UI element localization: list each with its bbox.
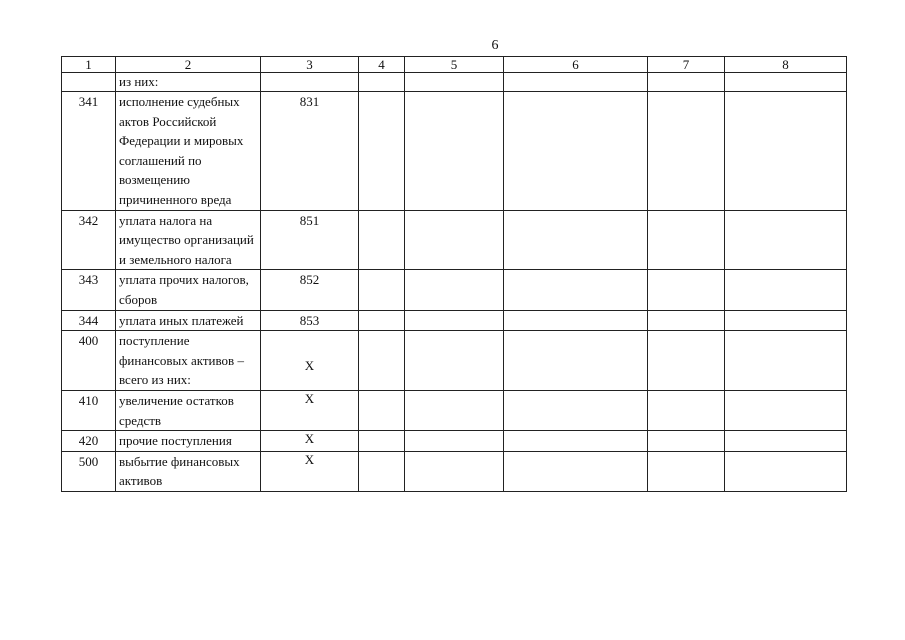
- empty-cell: [504, 390, 648, 430]
- row-code: 500: [62, 451, 116, 491]
- table-row: [62, 431, 847, 452]
- row-kbk: 853: [261, 310, 359, 331]
- empty-cell: [648, 331, 725, 391]
- empty-cell: [504, 92, 648, 211]
- empty-cell: [725, 451, 847, 491]
- empty-cell: [359, 331, 405, 391]
- empty-cell: [359, 451, 405, 491]
- row-kbk: 831: [261, 92, 359, 211]
- empty-cell: [725, 390, 847, 430]
- empty-cell: [648, 73, 725, 92]
- empty-cell: [504, 73, 648, 92]
- empty-cell: [648, 270, 725, 310]
- empty-cell: [725, 73, 847, 92]
- empty-cell: [405, 431, 504, 452]
- table-row: [62, 210, 847, 270]
- row-kbk: Х: [261, 331, 359, 391]
- empty-cell: [504, 310, 648, 331]
- row-kbk: Х: [261, 390, 359, 430]
- empty-cell: [405, 210, 504, 270]
- column-header-1: 1: [62, 57, 116, 73]
- table-row: [62, 331, 847, 391]
- empty-cell: [725, 210, 847, 270]
- empty-cell: [725, 331, 847, 391]
- row-code: 341: [62, 92, 116, 211]
- table-row: [62, 92, 847, 211]
- empty-cell: [359, 210, 405, 270]
- column-header-2: 2: [116, 57, 261, 73]
- empty-cell: [648, 92, 725, 211]
- empty-cell: [648, 210, 725, 270]
- table-row: [62, 390, 847, 430]
- row-kbk: 852: [261, 270, 359, 310]
- empty-cell: [359, 73, 405, 92]
- row-name: прочие поступления: [116, 431, 261, 452]
- empty-cell: [405, 92, 504, 211]
- row-code: 342: [62, 210, 116, 270]
- row-code: 343: [62, 270, 116, 310]
- empty-cell: [405, 270, 504, 310]
- table-row: [62, 310, 847, 331]
- table-row: [62, 270, 847, 310]
- empty-cell: [405, 310, 504, 331]
- row-name: поступление финансовых активов – всего из них:: [116, 331, 261, 391]
- row-name: увеличение остатков средств: [116, 390, 261, 430]
- column-header-7: 7: [648, 57, 725, 73]
- row-kbk: Х: [261, 451, 359, 491]
- column-header-3: 3: [261, 57, 359, 73]
- row-code: [62, 73, 116, 92]
- empty-cell: [725, 92, 847, 211]
- empty-cell: [725, 310, 847, 331]
- empty-cell: [405, 331, 504, 391]
- row-code: 400: [62, 331, 116, 391]
- empty-cell: [359, 270, 405, 310]
- row-name: исполнение судебных актов Российской Федерации и мировых соглашений по возмещению причиненного вреда: [116, 92, 261, 211]
- row-name: уплата иных платежей: [116, 310, 261, 331]
- empty-cell: [359, 310, 405, 331]
- row-kbk: Х: [261, 431, 359, 452]
- empty-cell: [504, 210, 648, 270]
- row-code: 420: [62, 431, 116, 452]
- header-row: [62, 57, 847, 73]
- empty-cell: [648, 451, 725, 491]
- empty-cell: [405, 73, 504, 92]
- row-name: из них:: [116, 73, 261, 92]
- empty-cell: [648, 310, 725, 331]
- row-kbk: 851: [261, 210, 359, 270]
- row-name: уплата прочих налогов, сборов: [116, 270, 261, 310]
- column-header-4: 4: [359, 57, 405, 73]
- empty-cell: [648, 390, 725, 430]
- empty-cell: [504, 270, 648, 310]
- table-row: [62, 73, 847, 92]
- row-name: выбытие финансовых активов: [116, 451, 261, 491]
- row-name: уплата налога на имущество организаций и земельного налога: [116, 210, 261, 270]
- empty-cell: [725, 431, 847, 452]
- empty-cell: [405, 451, 504, 491]
- table-row: [62, 451, 847, 491]
- empty-cell: [648, 431, 725, 452]
- row-kbk: [261, 73, 359, 92]
- empty-cell: [359, 431, 405, 452]
- empty-cell: [504, 431, 648, 452]
- empty-cell: [405, 390, 504, 430]
- column-header-8: 8: [725, 57, 847, 73]
- empty-cell: [359, 390, 405, 430]
- empty-cell: [359, 92, 405, 211]
- empty-cell: [504, 451, 648, 491]
- page-number: 6: [491, 38, 499, 53]
- row-code: 344: [62, 310, 116, 331]
- row-code: 410: [62, 390, 116, 430]
- empty-cell: [504, 331, 648, 391]
- financial-table: [61, 56, 847, 492]
- column-header-6: 6: [504, 57, 648, 73]
- column-header-5: 5: [405, 57, 504, 73]
- empty-cell: [725, 270, 847, 310]
